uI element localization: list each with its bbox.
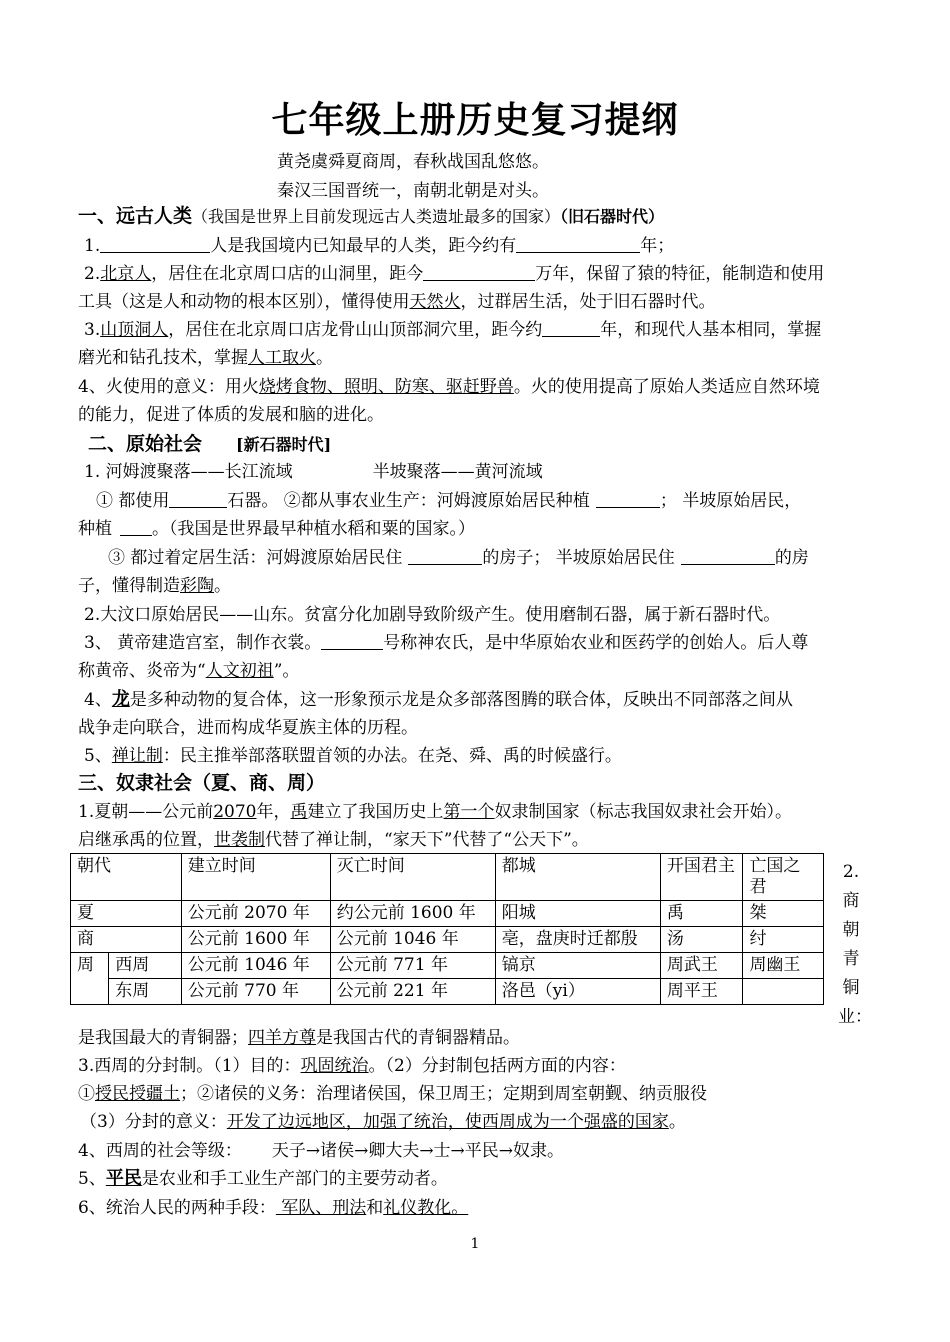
table-cell: 公元前 221 年 xyxy=(330,979,495,1005)
blank xyxy=(423,264,535,281)
table-header-cell: 都城 xyxy=(495,854,660,901)
text: 3、 黄帝建造宫室，制作衣裳。 xyxy=(84,633,322,653)
s3-line-9 xyxy=(78,1197,878,1219)
table-cell: 洛邑（yi） xyxy=(495,979,660,1005)
text: 启继承禹的位置， xyxy=(78,830,214,850)
table-row xyxy=(71,979,824,1005)
text: ；②诸侯的义务：治理诸侯国，保卫周王；定期到周室朝觐、纳贡服役 xyxy=(180,1084,707,1104)
blank xyxy=(408,548,482,565)
side-char: 业： xyxy=(838,1007,872,1027)
underlined-term: 开发了边远地区，加强了统治，使西周成为一个强盛的国家 xyxy=(226,1112,669,1132)
underlined-term: 北京人 xyxy=(100,264,152,284)
text: ； 半坡原始居民， xyxy=(659,491,802,511)
s3-line-7 xyxy=(78,1140,878,1162)
blank xyxy=(120,519,152,536)
s3-line-6 xyxy=(80,1111,880,1133)
underlined-term: 烧烤食物、照明、防寒、驱赶野兽 xyxy=(258,377,514,397)
poem-line-2: 秦汉三国晋统一，南朝北朝是对头。 xyxy=(277,181,549,201)
text: 和 xyxy=(366,1198,384,1218)
s1-line-3b xyxy=(78,347,878,369)
text: 是农业和手工业生产部门的主要劳动者。 xyxy=(141,1169,448,1189)
table-cell: 夏 xyxy=(71,901,182,927)
table-cell: 纣 xyxy=(743,927,824,953)
text: ，居住在北京周口店的山洞里，距今 xyxy=(151,264,424,284)
text: 1.夏朝——公元前 xyxy=(78,802,214,822)
page-title: 七年级上册历史复习提纲 xyxy=(271,99,679,141)
s2-line-5b xyxy=(78,660,878,682)
side-char: 2. xyxy=(842,862,860,882)
s3-line-3 xyxy=(78,1027,878,1049)
blank xyxy=(596,491,660,508)
text: 4、火使用的意义：用火 xyxy=(78,377,259,397)
s1-line-3 xyxy=(84,319,884,341)
text: 1. 河姆渡聚落——长江流域 xyxy=(84,462,293,482)
section-era: （旧石器时代） xyxy=(560,207,665,226)
s1-line-4b: 的能力，促进了体质的发展和脑的进化。 xyxy=(78,405,384,425)
s2-line-2b xyxy=(78,518,878,540)
underlined-term: 人工取火 xyxy=(248,348,316,368)
blank xyxy=(321,633,383,650)
text: 半坡聚落——黄河流域 xyxy=(372,462,543,482)
text: 4、 xyxy=(84,690,112,710)
s2-line-3b xyxy=(78,575,878,597)
text: 是我国古代的青铜器精品。 xyxy=(316,1028,520,1048)
blank xyxy=(100,236,210,253)
text: 5、 xyxy=(84,746,112,766)
table-header-cell: 亡国之君 xyxy=(743,854,824,901)
text: 万年，保留了猿的特征，能制造和使用 xyxy=(535,264,825,284)
section-era: [新石器时代] xyxy=(236,435,332,454)
table-cell xyxy=(743,979,824,1005)
s2-line-3 xyxy=(108,547,908,569)
s3-line-1 xyxy=(78,801,878,823)
underlined-term: 巩固统治 xyxy=(300,1056,369,1076)
text: 奴隶制国家（标志我国奴隶社会开始）。 xyxy=(494,802,792,822)
text: 2. xyxy=(84,264,101,284)
underlined-term: 山顶洞人 xyxy=(100,320,169,340)
text: 种植 xyxy=(78,519,112,539)
text: 6、统治人民的两种手段： xyxy=(78,1198,276,1218)
side-text-column xyxy=(838,858,872,1032)
section-3-heading xyxy=(78,772,878,795)
text: 的房子； 半坡原始居民住 xyxy=(482,548,675,568)
text: 3.西周的分封制。（1）目的： xyxy=(78,1056,301,1076)
underlined-term: 第一个 xyxy=(443,802,495,822)
side-char: 青 xyxy=(842,949,860,969)
s3-line-4 xyxy=(78,1055,878,1077)
text: 人是我国境内已知最早的人类，距今约有 xyxy=(210,236,517,256)
text: 磨光和钻孔技术，掌握 xyxy=(78,348,248,368)
text: 号称神农氏，是中华原始农业和医药学的创始人。后人尊 xyxy=(383,633,809,653)
section-note: （我国是世界上目前发现远古人类遗址最多的国家） xyxy=(192,207,561,226)
text: 年，和现代人基本相同，掌握 xyxy=(600,320,822,340)
text: ”。 xyxy=(273,661,300,681)
underlined-term: 授民授疆土 xyxy=(95,1084,180,1104)
table-cell: 公元前 1046 年 xyxy=(181,953,330,979)
underlined-term: 天然火 xyxy=(409,292,461,312)
s2-line-1 xyxy=(84,461,884,483)
text: 。 xyxy=(316,348,333,368)
table-row xyxy=(71,927,824,953)
blank xyxy=(542,320,600,337)
text: 年， xyxy=(256,802,291,822)
table-cell: 阳城 xyxy=(495,901,660,927)
underlined-term: 禅让制 xyxy=(111,746,163,766)
section-title: 一、远古人类 xyxy=(78,205,193,227)
text: 子，懂得制造 xyxy=(78,576,180,596)
table-cell: 公元前 1600 年 xyxy=(181,927,330,953)
text: 建立了我国历史上 xyxy=(307,802,444,822)
text: 称黄帝、炎帝为“ xyxy=(78,661,206,681)
table-cell: 禹 xyxy=(660,901,743,927)
side-char: 商 xyxy=(842,891,860,911)
text: 天子→诸侯→卿大夫→士→平民→奴隶。 xyxy=(271,1141,565,1161)
text: ，过群居生活，处于旧石器时代。 xyxy=(460,292,716,312)
table-cell: 东周 xyxy=(109,979,181,1005)
underlined-term: 龙 xyxy=(111,689,130,710)
table-cell: 周武王 xyxy=(660,953,743,979)
section-1-heading xyxy=(78,205,878,228)
table-cell: 周平王 xyxy=(660,979,743,1005)
table-cell: 约公元前 1600 年 xyxy=(330,901,495,927)
table-cell: 公元前 2070 年 xyxy=(181,901,330,927)
underlined-term: 2070 xyxy=(213,802,257,822)
s2-line-5 xyxy=(84,632,884,654)
table-cell: 公元前 770 年 xyxy=(181,979,330,1005)
underlined-term: 禹 xyxy=(290,802,308,822)
text: 年； xyxy=(640,236,675,256)
section-title: 三、奴隶社会（夏、商、周） xyxy=(78,772,326,794)
text: （3）分封的意义： xyxy=(80,1112,227,1132)
text: 4、西周的社会等级： xyxy=(78,1141,242,1161)
text: 。 xyxy=(668,1112,686,1132)
text: 5、 xyxy=(78,1169,106,1189)
page-number: 1 xyxy=(470,1236,480,1252)
s2-line-4: 2.大汶口原始居民——山东。贫富分化加剧导致阶级产生。使用磨制石器，属于新石器时代。 xyxy=(84,605,781,625)
table-cell: 商 xyxy=(71,927,182,953)
table-cell: 公元前 1046 年 xyxy=(330,927,495,953)
text: ，居住在北京周口店龙骨山山顶部洞穴里，距今约 xyxy=(168,320,543,340)
table-header-cell: 建立时间 xyxy=(181,854,330,901)
text: 。 xyxy=(214,576,231,596)
section-title: 二、原始社会 xyxy=(88,433,203,455)
s2-line-2 xyxy=(96,490,896,512)
s1-line-2b xyxy=(78,291,878,313)
text: 是我国最大的青铜器； xyxy=(78,1028,248,1048)
blank xyxy=(169,491,227,508)
text: 代替了禅让制，“家天下”代替了“公天下”。 xyxy=(265,830,589,850)
s3-line-2 xyxy=(78,829,878,851)
s1-line-2 xyxy=(84,263,884,285)
section-2-heading xyxy=(88,433,888,456)
text: 。（2）分封制包括两方面的内容： xyxy=(368,1056,626,1076)
poem-line-1: 黄尧虞舜夏商周，春秋战国乱悠悠。 xyxy=(277,152,549,172)
s2-line-7 xyxy=(84,745,884,767)
underlined-term: 四羊方尊 xyxy=(248,1028,316,1048)
table-row xyxy=(71,953,824,979)
table-cell: 西周 xyxy=(109,953,181,979)
text: 3. xyxy=(84,320,101,340)
text: 的房 xyxy=(774,548,809,568)
s1-line-4 xyxy=(78,376,878,398)
table-header-cell: 灭亡时间 xyxy=(330,854,495,901)
underlined-term: 世袭制 xyxy=(214,830,265,850)
table-cell: 周 xyxy=(71,953,109,1005)
underlined-term: 军队、刑法 xyxy=(275,1198,367,1218)
s3-line-5 xyxy=(78,1083,878,1105)
text: ③ 都过着定居生活：河姆渡原始居民住 xyxy=(108,548,403,568)
table-cell: 公元前 771 年 xyxy=(330,953,495,979)
text: 是多种动物的复合体，这一形象预示龙是众多部落图腾的联合体，反映出不同部落之间从 xyxy=(129,690,793,710)
table-header-cell: 开国君主 xyxy=(660,854,743,901)
table-header-cell: 朝代 xyxy=(71,854,182,901)
table-cell: 周幽王 xyxy=(743,953,824,979)
text: 工具（这是人和动物的根本区别），懂得使用 xyxy=(78,292,410,312)
text: 。（我国是世界最早种植水稻和粟的国家。） xyxy=(152,519,475,539)
text: 1. xyxy=(84,236,101,256)
table-header-row xyxy=(71,854,824,901)
blank xyxy=(681,548,775,565)
s1-line-1 xyxy=(84,235,884,257)
table-cell: 桀 xyxy=(743,901,824,927)
underlined-term: 平民 xyxy=(105,1168,142,1189)
s3-line-8 xyxy=(78,1168,878,1190)
blank xyxy=(516,236,640,253)
table-row xyxy=(71,901,824,927)
s2-line-6b: 战争走向联合，进而构成华夏族主体的历程。 xyxy=(78,718,418,738)
s2-line-6 xyxy=(84,689,884,711)
side-char: 朝 xyxy=(842,920,860,940)
underlined-term: 礼仪教化。 xyxy=(383,1198,469,1218)
text: ：民主推举部落联盟首领的办法。在尧、舜、禹的时候盛行。 xyxy=(162,746,622,766)
table-cell: 镐京 xyxy=(495,953,660,979)
text: ① xyxy=(78,1084,95,1104)
table-cell: 亳，盘庚时迁都殷 xyxy=(495,927,660,953)
side-char: 铜 xyxy=(842,978,860,998)
dynasty-table xyxy=(70,853,824,1005)
text: 。火的使用提高了原始人类适应自然环境 xyxy=(513,377,820,397)
underlined-term: 彩陶 xyxy=(180,576,214,596)
table-cell: 汤 xyxy=(660,927,743,953)
text: ① 都使用 xyxy=(96,491,170,511)
underlined-term: 人文初祖 xyxy=(205,661,274,681)
text: 石器。 ②都从事农业生产：河姆渡原始居民种植 xyxy=(227,491,590,511)
